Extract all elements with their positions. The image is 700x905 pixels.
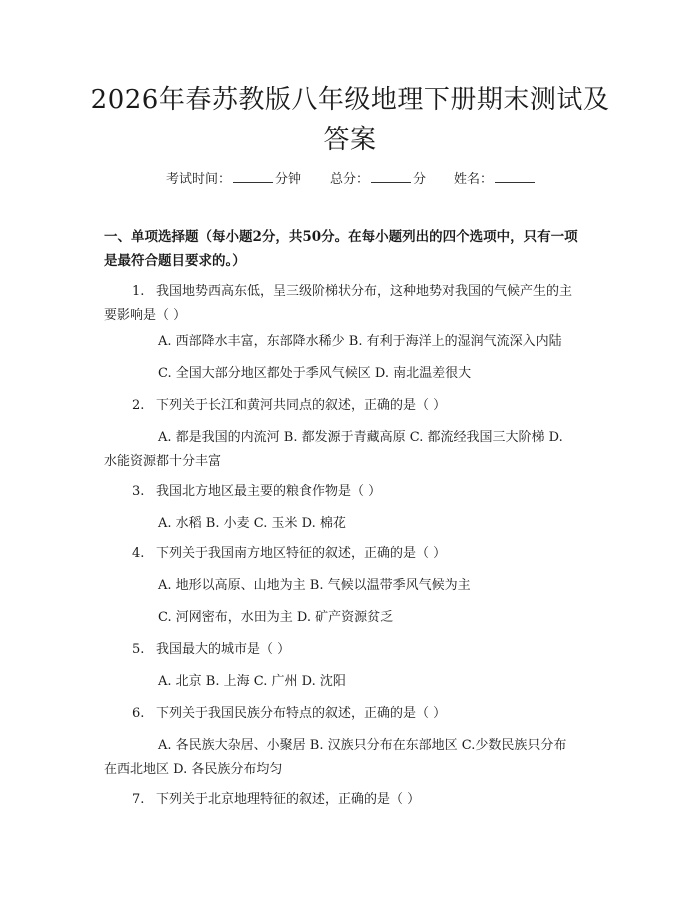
question-number: 1.	[132, 284, 145, 299]
question-number: 6.	[132, 706, 145, 721]
question-6-options-line-2: 在西北地区 D. 各民族分布均匀	[104, 762, 283, 777]
question-6-options-line-1: A. 各民族大杂居、小聚居 B. 汉族只分布在东部地区 C.少数民族只分布	[158, 738, 567, 753]
question-text: 我国最大的城市是（ ）	[156, 642, 291, 657]
question-text: 下列关于我国南方地区特征的叙述，正确的是（ ）	[156, 546, 447, 561]
question-text-cont: 要影响是（ ）	[104, 308, 187, 323]
question-4-options-row-2: C. 河网密布，水田为主 D. 矿产资源贫乏	[158, 610, 394, 625]
question-text: 下列关于北京地理特征的叙述，正确的是（ ）	[156, 792, 421, 807]
question-1-options-row-1: A. 西部降水丰富，东部降水稀少 B. 有利于海洋上的湿润气流深入内陆	[158, 334, 562, 349]
score-blank	[371, 168, 411, 183]
exam-time-blank	[233, 168, 273, 183]
question-6	[104, 702, 604, 726]
exam-time-label: 考试时间：	[166, 172, 232, 187]
question-number: 4.	[132, 546, 145, 561]
section-heading-line-1: 一、单项选择题（每小题2分，共50分。在每小题列出的四个选项中，只有一项	[104, 229, 578, 245]
question-text: 我国地势西高东低，呈三级阶梯状分布，这种地势对我国的气候产生的主	[156, 284, 573, 299]
score-field	[330, 168, 426, 190]
question-1-options-row-2: C. 全国大部分地区都处于季风气候区 D. 南北温差很大	[158, 366, 472, 381]
question-number: 2.	[132, 398, 145, 413]
name-blank	[495, 168, 535, 183]
question-number: 3.	[132, 484, 145, 499]
question-2-options-line-1: A. 都是我国的内流河 B. 都发源于青藏高原 C. 都流经我国三大阶梯 D.	[158, 430, 563, 445]
question-4	[104, 542, 604, 566]
score-label: 总分：	[330, 172, 370, 187]
question-number: 7.	[132, 792, 145, 807]
section-heading	[104, 225, 604, 273]
section-heading-line-2: 是最符合题目要求的。）	[104, 253, 246, 269]
question-text: 下列关于长江和黄河共同点的叙述，正确的是（ ）	[156, 398, 447, 413]
score-unit: 分	[413, 172, 427, 187]
title-line-2: 答案	[323, 125, 377, 155]
question-5-options: A. 北京 B. 上海 C. 广州 D. 沈阳	[158, 674, 346, 689]
question-3-options: A. 水稻 B. 小麦 C. 玉米 D. 棉花	[158, 516, 346, 531]
question-4-options-row-1: A. 地形以高原、山地为主 B. 气候以温带季风气候为主	[158, 578, 471, 593]
question-5	[104, 638, 604, 662]
name-field	[454, 168, 537, 190]
question-1	[104, 280, 604, 328]
document-title	[60, 80, 640, 160]
question-2-options-line-2: 水能资源都十分丰富	[104, 454, 222, 469]
question-text: 我国北方地区最主要的粮食作物是（ ）	[156, 484, 382, 499]
exam-time-field	[166, 168, 301, 190]
question-number: 5.	[132, 642, 145, 657]
exam-time-unit: 分钟	[275, 172, 302, 187]
question-2	[104, 394, 604, 418]
question-text: 下列关于我国民族分布特点的叙述，正确的是（ ）	[156, 706, 447, 721]
name-label: 姓名：	[454, 172, 494, 187]
question-7	[104, 788, 604, 812]
question-6-options	[104, 734, 604, 782]
question-2-options	[104, 426, 604, 474]
title-line-1: 2026年春苏教版八年级地理下册期末测试及	[90, 85, 610, 115]
question-3	[104, 480, 604, 504]
